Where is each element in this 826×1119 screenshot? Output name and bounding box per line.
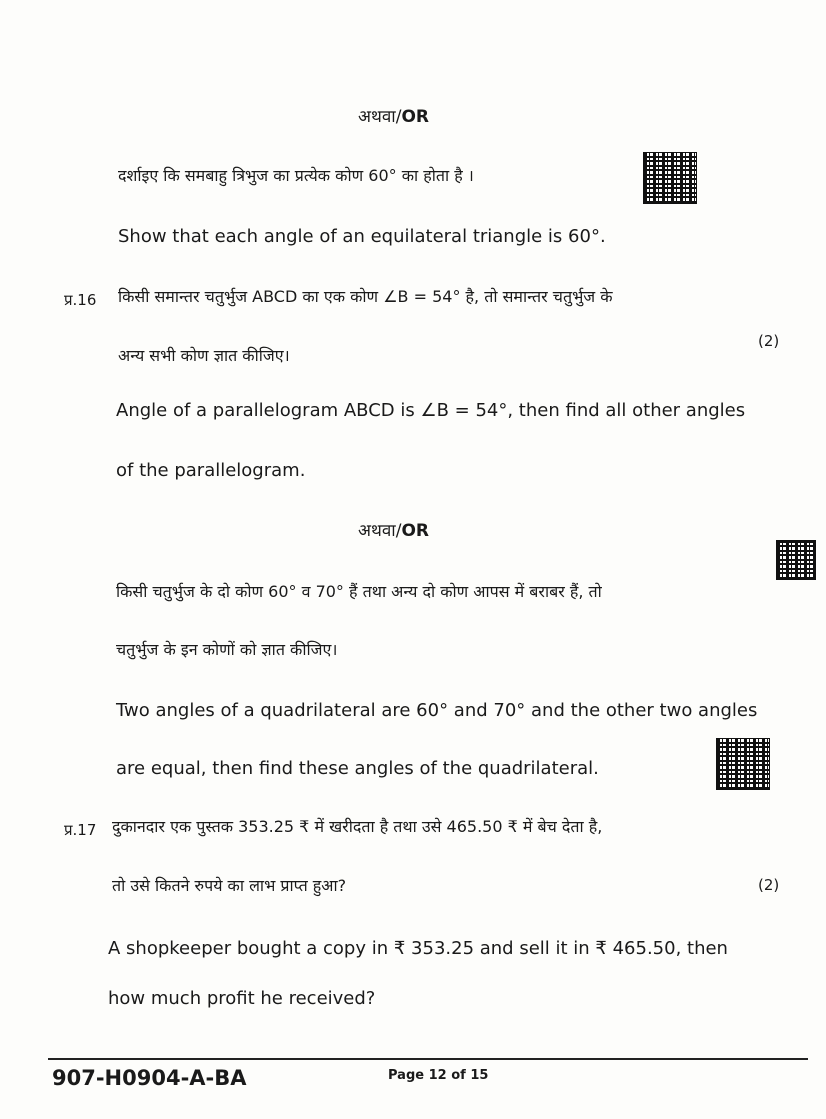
or-hindi: अथवा (358, 521, 396, 541)
paper-code: 907-H0904-A-BA (52, 1066, 247, 1090)
q16-or-hindi-line2: चतुर्भुज के इन कोणों को ज्ञात कीजिए। (116, 640, 338, 659)
or-english: OR (401, 107, 429, 127)
qr-code-icon (716, 738, 770, 790)
question-number-17: प्र.17 (64, 821, 97, 839)
q16-english-line2: of the parallelogram. (116, 460, 306, 481)
q15-or-english: Show that each angle of an equilateral triangle is 60°. (118, 226, 606, 247)
or-separator: / (395, 521, 402, 541)
q17-hindi-line2: तो उसे कितने रुपये का लाभ प्राप्त हुआ? (112, 876, 347, 895)
q16-or-english-line1: Two angles of a quadrilateral are 60° and 70° and the other two angles (116, 700, 758, 721)
page-number: Page 12 of 15 (388, 1068, 489, 1083)
q16-english-line1: Angle of a parallelogram ABCD is ∠B = 54°, then find all other angles (116, 400, 746, 421)
q15-or-hindi: दर्शाइए कि समबाहु त्रिभुज का प्रत्येक कोण 60° का होता है । (118, 166, 474, 185)
q16-or-english-line2: are equal, then find these angles of the quadrilateral. (116, 758, 599, 779)
or-separator: / (395, 107, 402, 127)
q17-marks: (2) (758, 876, 780, 894)
footer-divider (48, 1058, 808, 1060)
q17-english-line1: A shopkeeper bought a copy in ₹ 353.25 and sell it in ₹ 465.50, then (108, 938, 728, 959)
qr-code-icon (776, 540, 816, 580)
q17-english-line2: how much profit he received? (108, 988, 376, 1009)
or-hindi: अथवा (358, 107, 396, 127)
qr-code-icon (643, 152, 697, 204)
q16-or-hindi-line1: किसी चतुर्भुज के दो कोण 60° व 70° हैं तथा अन्य दो कोण आपस में बराबर हैं, तो (116, 582, 602, 601)
q16-hindi-line2: अन्य सभी कोण ज्ञात कीजिए। (118, 346, 290, 365)
q16-hindi-line1: किसी समान्तर चतुर्भुज ABCD का एक कोण ∠B = 54° है, तो समान्तर चतुर्भुज के (118, 287, 613, 306)
q17-hindi-line1: दुकानदार एक पुस्तक 353.25 ₹ में खरीदता है तथा उसे 465.50 ₹ में बेच देता है, (112, 817, 603, 836)
or-divider-1 (358, 104, 429, 127)
or-english: OR (401, 521, 429, 541)
or-divider-2 (358, 518, 429, 541)
q16-marks: (2) (758, 332, 780, 350)
question-number-16: प्र.16 (64, 291, 97, 309)
